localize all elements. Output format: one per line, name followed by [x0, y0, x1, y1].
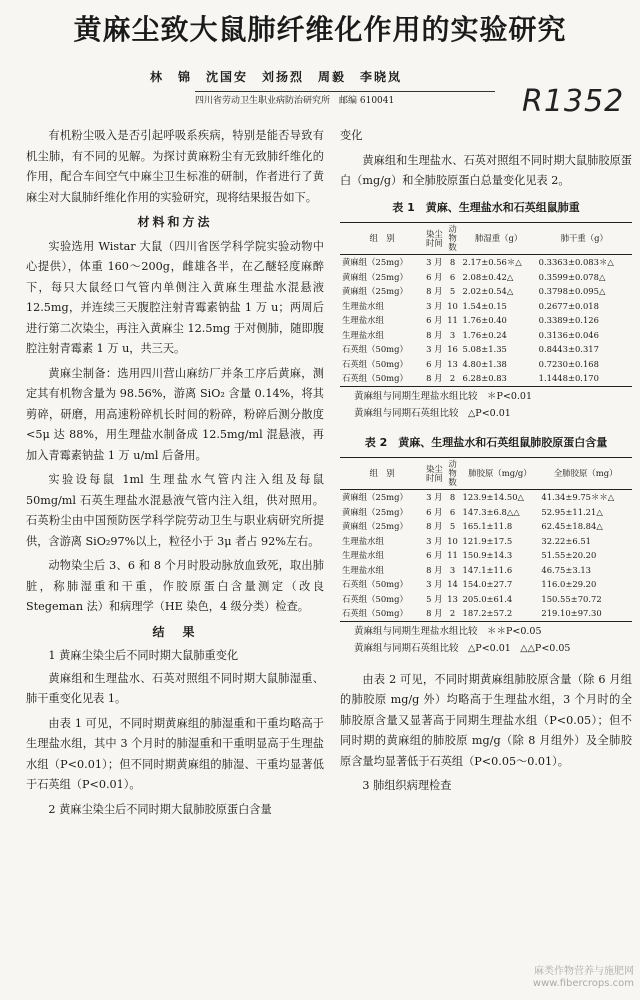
table1-row — [340, 313, 632, 328]
results-paragraph-2: 由表 1 可见，不同时期黄麻组的肺湿重和干重均略高于生理盐水组，其中 3 个月时的肺湿重和干重明显高于生理盐水组（P<0.01）；但不同时期黄麻组的肺湿、干重均显著低于石英组（P<0.01）。 — [26, 716, 324, 791]
table1-cell: 2.17±0.56＊△ — [462, 257, 522, 267]
table2-cell: 10 — [447, 535, 458, 546]
table1-cell: 0.8443±0.317 — [538, 344, 599, 354]
table1-cell: 16 — [447, 344, 458, 354]
table1-cell: 6.28±0.83 — [461, 371, 537, 386]
table2-cell: 41.34±9.75＊＊△ — [541, 492, 615, 502]
table2-cell: 205.0±61.4 — [462, 593, 513, 604]
table1-cell: 5 — [449, 286, 456, 296]
table2-header-total: 全肺胶原（mg） — [539, 458, 632, 490]
table1-row — [340, 299, 632, 314]
table1-cell: 8 — [449, 257, 456, 267]
table2-cell: 187.2±57.2 — [461, 606, 540, 621]
table1-cell: 黄麻组（25mg） — [342, 286, 408, 296]
table1-cell: 8 月 — [426, 329, 443, 340]
table2-header-time: 染尘时间 — [424, 458, 444, 490]
table1-cell: 1.54±0.15 — [462, 300, 507, 311]
table1-cell: 8 月 — [426, 286, 443, 296]
table1-cell: 0.7230±0.168 — [538, 358, 599, 369]
table1-row — [340, 342, 632, 357]
table2-cell: 147.3±6.8△△ — [462, 506, 520, 517]
table1-cell: 1.76±0.24 — [462, 329, 507, 340]
table1 — [340, 222, 632, 387]
table1-cell: 6 月 — [426, 315, 443, 325]
table2-cell: 154.0±27.7 — [462, 579, 513, 589]
table2-row — [340, 534, 632, 549]
table2-row — [340, 505, 632, 520]
table2-cell: 121.9±17.5 — [462, 535, 513, 546]
table2-cell: 3 — [449, 564, 456, 575]
table1-cell: 11 — [447, 315, 458, 325]
table1-cell: 5.08±1.35 — [462, 344, 507, 354]
collagen-result-paragraph: 由表 2 可见，不同时期黄麻组肺胶原含量（除 6 月组的肺胶原 mg/g 外）均略高于生理盐水组，3 个月时的全肺胶原含量又显著高于同期生理盐水组（P<0.05）；但不同时期的黄麻组的肺胶原 mg/g（除 8 月组外）及全肺胶原含量均显著低于石英组（P<0.05～0.01）。 — [340, 672, 632, 768]
methods-paragraph-4: 动物染尘后 3、6 和 8 个月时股动脉放血致死，取出肺脏，称肺湿重和干重，作胶原蛋白含量测定（改良 Stegeman 法）和病理学（HE 染色，4 级分类）检查。 — [26, 559, 324, 613]
intro-paragraph: 有机粉尘吸入是否引起呼吸系疾病，特别是能否导致有机尘肺，有不同的见解。为探讨黄麻粉尘有无致肺纤维化的作用，配合车间空气中麻尘卫生标准的研制，作者进行了黄麻尘对大鼠肺纤维化作用的实验研究，现将结果报告如下。 — [26, 129, 324, 204]
table1-cell: 生理盐水组 — [342, 329, 384, 340]
table2-cell: 46.75±3.13 — [541, 564, 592, 575]
table2-cell: 51.55±20.20 — [541, 550, 597, 560]
watermark-line-1: 麻类作物营养与施肥网 — [534, 966, 634, 977]
table2-cell: 52.95±11.21△ — [541, 506, 603, 517]
author-list: 林 锦 沈国安 刘扬烈 周毅 李晓岚 — [150, 70, 403, 84]
table2-cell: 116.0±29.20 — [541, 579, 597, 589]
table1-note-2: 黄麻组与同期石英组比较 △P<0.01 — [354, 407, 511, 419]
table1-cell: 6 月 — [426, 358, 443, 369]
table1-cell: 1.1448±0.170 — [537, 371, 632, 386]
table2-cell: 13 — [447, 593, 458, 604]
table2-cell: 32.22±6.51 — [541, 535, 592, 546]
table2-cell: 3 月 — [426, 579, 443, 589]
table2-note-2: 黄麻组与同期石英组比较 △P<0.01 △△P<0.05 — [354, 642, 571, 654]
table2-cell: 6 月 — [426, 550, 443, 560]
table1-cell: 0.3363±0.083＊△ — [538, 257, 614, 267]
watermark-line-2: www.fibercrops.com — [532, 978, 634, 989]
methods-paragraph-3: 实验设每鼠 1ml 生理盐水气管内注入组及每鼠 50mg/ml 石英生理盐水混悬液气管内注入组，供对照用。石英粉尘由中国预防医学科学院劳动卫生与职业病研究所提供，含游离 SiO₂97%以上，粒径小于 3μ 者占 92%左右。 — [26, 473, 324, 548]
table2-cell: 石英组（50mg） — [342, 579, 408, 589]
table2-cell: 147.1±11.6 — [462, 564, 513, 575]
table2-row — [340, 519, 632, 534]
table2-row — [340, 548, 632, 563]
table2-cell: 6 — [449, 506, 456, 517]
table1-cell: 8 月 — [424, 371, 444, 386]
table1-header-dry: 肺干重（g） — [537, 223, 632, 255]
collagen-intro-paragraph: 黄麻组和生理盐水、石英对照组不同时期大鼠肺胶原蛋白（mg/g）和全肺胶原蛋白总量变化见表 2。 — [340, 153, 632, 187]
handwritten-call-number: R1352 — [522, 84, 625, 119]
table2-cell: 黄麻组（25mg） — [342, 506, 408, 517]
table1-cell: 生理盐水组 — [342, 315, 384, 325]
table1-cell: 6 — [449, 271, 456, 282]
table1-cell: 石英组（50mg） — [342, 358, 408, 369]
table1-cell: 石英组（50mg） — [342, 344, 408, 354]
table2-cell: 黄麻组（25mg） — [342, 492, 408, 502]
table1-header-time: 染尘时间 — [424, 223, 444, 255]
methods-heading: 材料和方法 — [137, 215, 213, 229]
results-subheading-3: 3 肺组织病理检查 — [362, 779, 452, 792]
table1-cell: 0.2677±0.018 — [538, 300, 599, 311]
table2-row — [340, 592, 632, 607]
table1-cell: 1.76±0.40 — [462, 315, 507, 325]
site-watermark — [533, 966, 634, 990]
table2-header-count: 动物数 — [445, 458, 461, 490]
table2-row — [340, 490, 632, 505]
subheading-continuation: 变化 — [340, 129, 363, 142]
table2-row — [340, 577, 632, 592]
table1-row — [340, 371, 632, 386]
results-heading: 结 果 — [152, 624, 198, 639]
results-subheading-2: 2 黄麻尘染尘后不同时期大鼠肺胶原蛋白含量 — [48, 802, 272, 816]
table1-header-group: 组 别 — [340, 223, 424, 255]
table2-cell: 11 — [447, 550, 458, 560]
table2-row — [340, 563, 632, 578]
table1-cell: 2.02±0.54△ — [462, 286, 514, 296]
table1-cell: 13 — [447, 358, 458, 369]
table2-cell: 生理盐水组 — [342, 535, 384, 546]
results-paragraph-1: 黄麻组和生理盐水、石英对照组不同时期大鼠肺湿重、肺干重变化见表 1。 — [26, 671, 324, 705]
table2-cell: 2 — [445, 606, 461, 621]
table2-cell: 黄麻组（25mg） — [342, 521, 408, 531]
table2-cell: 生理盐水组 — [342, 564, 384, 575]
table1-cell: 2.08±0.42△ — [462, 271, 514, 282]
table2-cell: 生理盐水组 — [342, 550, 384, 560]
table1-cell: 3 月 — [426, 257, 443, 267]
table2-cell: 14 — [447, 579, 458, 589]
table1-cell: 0.3798±0.095△ — [538, 286, 606, 296]
paper-title: 黄麻尘致大鼠肺纤维化作用的实验研究 — [73, 13, 567, 46]
table2-cell: 3 月 — [426, 535, 443, 546]
table1-header-wet: 肺湿重（g） — [461, 223, 537, 255]
table1-cell: 10 — [447, 300, 458, 311]
table2-cell: 219.10±97.30 — [539, 606, 632, 621]
table1-row — [340, 328, 632, 343]
table2-cell: 6 月 — [426, 506, 443, 517]
table2-header-group: 组 别 — [340, 458, 424, 490]
left-column — [26, 126, 324, 822]
table1-caption: 表 1 黄麻、生理盐水和石英组鼠肺重 — [392, 200, 580, 214]
table2 — [340, 457, 632, 622]
table1-cell: 生理盐水组 — [342, 300, 384, 311]
table1-cell: 6 月 — [426, 271, 443, 282]
table2-cell: 3 月 — [426, 492, 443, 502]
table1-cell: 黄麻组（25mg） — [342, 271, 408, 282]
results-subheading-1: 1 黄麻尘染尘后不同时期大鼠肺重变化 — [48, 649, 239, 662]
table2-cell: 62.45±18.84△ — [541, 521, 603, 531]
right-column — [340, 126, 632, 799]
table1-cell: 3 月 — [426, 300, 443, 311]
table2-cell: 8 — [449, 492, 456, 502]
table1-row — [340, 284, 632, 299]
table1-header-count: 动物数 — [445, 223, 461, 255]
table1-cell: 3 — [449, 329, 456, 340]
table1-cell: 2 — [445, 371, 461, 386]
table2-cell: 5 月 — [426, 593, 443, 604]
methods-paragraph-1: 实验选用 Wistar 大鼠（四川省医学科学院实验动物中心提供），体重 160～200g，雌雄各半，在乙醚轻度麻醉下，每只大鼠经口气管内单侧注入黄麻生理盐水混悬液 12.5mg，并连续三天腹腔注射青霉素钠盐 1 万 u；两周后进行第二次染尘，再注入黄麻尘 12.5mg 于对侧肺，随即腹腔注射青霉素 1 万 u，共三天。 — [26, 239, 324, 355]
table2-cell: 123.9±14.50△ — [462, 492, 524, 502]
table2-cell: 5 — [449, 521, 456, 531]
table2-cell: 8 月 — [426, 521, 443, 531]
table2-cell: 150.9±14.3 — [462, 550, 513, 560]
table1-note-1: 黄麻组与同期生理盐水组比较 ＊P<0.01 — [354, 390, 533, 402]
table1-cell: 4.80±1.38 — [462, 358, 507, 369]
table2-cell: 石英组（50mg） — [340, 606, 424, 621]
table1-cell: 石英组（50mg） — [340, 371, 424, 386]
table2-cell: 165.1±11.8 — [462, 521, 513, 531]
table1-cell: 黄麻组（25mg） — [342, 257, 408, 267]
table1-cell: 0.3136±0.046 — [538, 329, 599, 340]
table1-row — [340, 270, 632, 285]
table2-cell: 8 月 — [424, 606, 444, 621]
affiliation: 四川省劳动卫生职业病防治研究所 邮编 610041 — [195, 91, 495, 106]
table2-note-1: 黄麻组与同期生理盐水组比较 ＊＊P<0.05 — [354, 625, 542, 637]
table2-cell: 8 月 — [426, 564, 443, 575]
table1-row — [340, 357, 632, 372]
table2-header-collagen: 肺胶原（mg/g） — [461, 458, 540, 490]
table1-cell: 0.3389±0.126 — [538, 315, 599, 325]
table1-cell: 3 月 — [426, 344, 443, 354]
table1-cell: 0.3599±0.078△ — [538, 271, 606, 282]
table2-cell: 石英组（50mg） — [342, 593, 408, 604]
methods-paragraph-2: 黄麻尘制备：选用四川营山麻纺厂并条工序后黄麻，测定其有机物含量为 98.56%，游离 SiO₂ 含量 0.14%，将其剪碎，研磨，用高速粉碎机长时间的粉碎，粉碎后测分散度<5μ 达 88%，用生理盐水制备成 12.5mg/ml 混悬液，再加入青霉素钠盐 1 万 u/ml 后备用。 — [26, 366, 324, 462]
table1-row — [340, 255, 632, 270]
table2-cell: 150.55±70.72 — [541, 593, 602, 604]
table2-row — [340, 606, 632, 621]
table2-caption: 表 2 黄麻、生理盐水和石英组鼠肺胶原蛋白含量 — [364, 435, 608, 449]
